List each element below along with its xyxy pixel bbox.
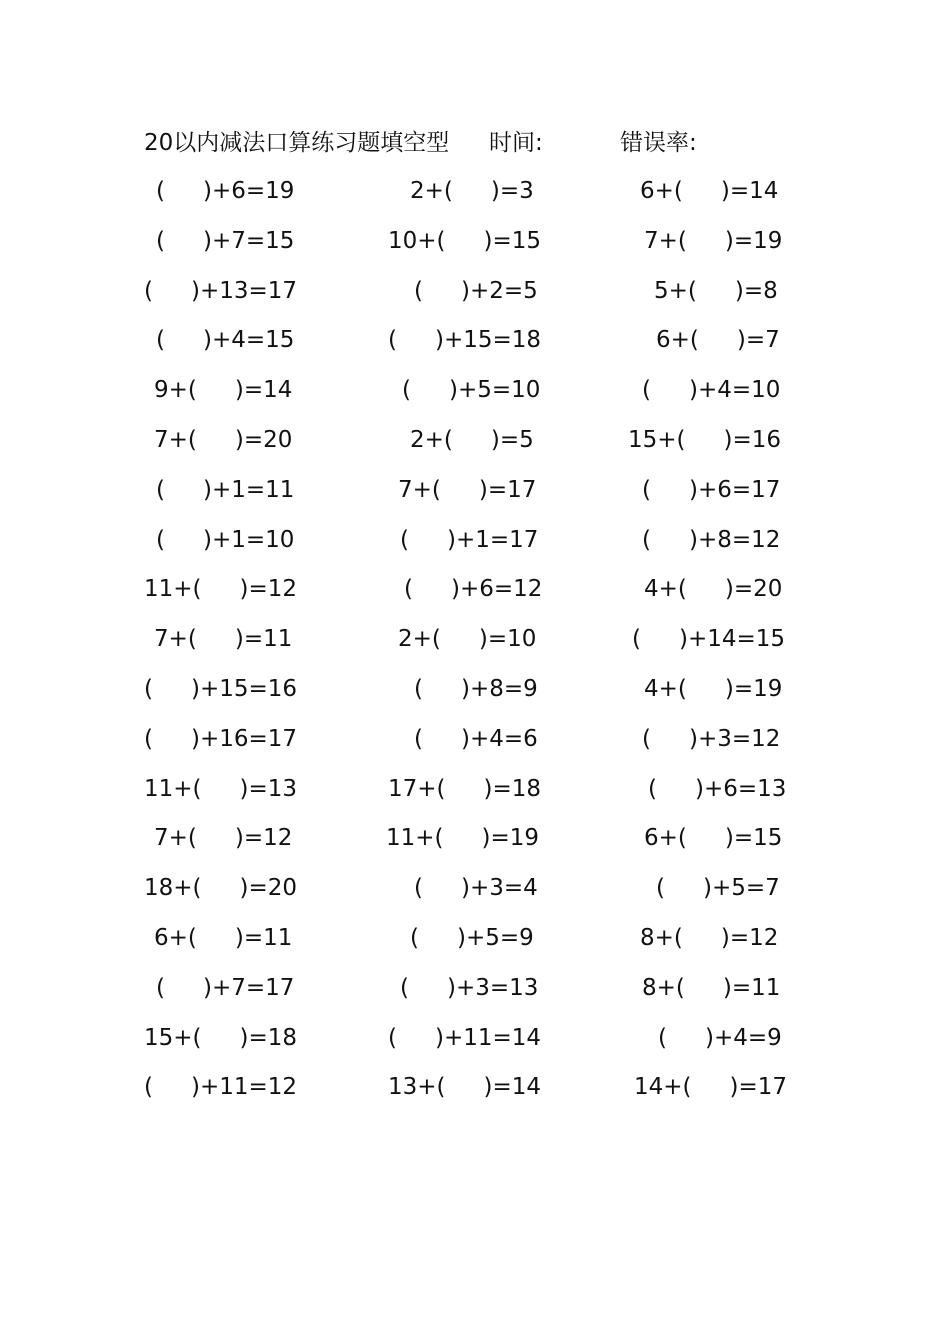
problem-item — [628, 221, 812, 261]
problem-item — [144, 470, 318, 510]
problem-left-part: ( — [410, 924, 419, 951]
problem-left-part: ( — [648, 775, 657, 802]
problem-grid — [0, 171, 950, 1117]
problem-left-part: ( — [388, 1024, 397, 1051]
problem-right-part: )+3=13 — [446, 974, 539, 1001]
problem-item — [386, 918, 578, 958]
problem-left-part: 8+( — [642, 974, 685, 1001]
problem-item — [628, 918, 808, 958]
problem-right-part: )+1=10 — [202, 526, 295, 553]
problem-right-part: )=8 — [734, 277, 778, 304]
problem-left-part: ( — [156, 178, 165, 204]
problem-left-part: 7+( — [644, 227, 687, 254]
problem-right-part: )+1=11 — [202, 476, 295, 503]
problem-right-part: )+6=19 — [202, 178, 295, 204]
problem-right-part: )+15=16 — [190, 675, 298, 702]
problem-item — [144, 868, 306, 908]
problem-right-part: )=19 — [481, 825, 540, 852]
problem-right-part: )+5=9 — [456, 924, 534, 951]
problem-right-part: )+5=7 — [702, 875, 780, 902]
problem-right-part: )=19 — [724, 675, 783, 702]
problem-left-part: 10+( — [388, 227, 446, 254]
problem-left-part: 5+( — [654, 277, 697, 304]
problem-item — [386, 1067, 556, 1107]
problem-left-part: ( — [414, 675, 423, 702]
problem-item — [144, 320, 318, 360]
problem-left-part: 18+( — [144, 875, 202, 902]
problem-left-part: 7+( — [154, 825, 197, 852]
problem-row — [0, 370, 950, 420]
problem-item — [386, 370, 570, 410]
problem-row — [0, 669, 950, 719]
problem-item — [628, 171, 808, 211]
problem-item — [386, 520, 568, 560]
problem-left-part: ( — [388, 327, 397, 354]
problem-left-part: ( — [414, 277, 423, 304]
problem-item — [386, 271, 582, 311]
problem-item — [628, 1067, 802, 1107]
problem-right-part: )+8=9 — [460, 675, 538, 702]
problem-left-part: 14+( — [634, 1074, 692, 1101]
problem-item — [386, 619, 566, 659]
problem-right-part: )+11=14 — [434, 1024, 542, 1051]
problem-right-part: )=14 — [483, 1074, 542, 1101]
problem-left-part: 11+( — [144, 576, 202, 603]
problem-row — [0, 1067, 950, 1117]
problem-left-part: 6+( — [644, 825, 687, 852]
problem-item — [386, 968, 568, 1008]
problem-left-part: ( — [402, 377, 411, 404]
problem-left-part: ( — [642, 377, 651, 404]
problem-item — [144, 271, 306, 311]
problem-item — [144, 918, 316, 958]
problem-right-part: )+11=12 — [190, 1074, 298, 1101]
problem-item — [386, 569, 572, 609]
time-label: 时间: — [489, 130, 543, 156]
problem-left-part: 11+( — [386, 825, 444, 852]
problem-row — [0, 769, 950, 819]
problem-right-part: )+13=17 — [190, 277, 298, 304]
problem-item — [628, 818, 812, 858]
problem-left-part: ( — [400, 974, 409, 1001]
problem-item — [386, 769, 556, 809]
problem-right-part: )=20 — [724, 576, 783, 603]
problem-left-part: 2+( — [410, 426, 453, 453]
problem-right-part: )+6=12 — [450, 576, 543, 603]
problem-item — [386, 1018, 556, 1058]
problem-right-part: )+2=5 — [460, 277, 538, 304]
problem-left-part: ( — [404, 576, 413, 603]
problem-left-part: 9+( — [154, 377, 197, 404]
problem-right-part: )+3=4 — [460, 875, 538, 902]
problem-left-part: ( — [414, 875, 423, 902]
problem-right-part: )+4=10 — [688, 377, 781, 404]
problem-item — [144, 1067, 306, 1107]
problem-item — [628, 320, 824, 360]
problem-item — [628, 868, 824, 908]
problem-right-part: )+6=13 — [694, 775, 787, 802]
problem-left-part: 17+( — [388, 775, 446, 802]
problem-item — [144, 420, 316, 460]
problem-left-part: ( — [156, 974, 165, 1001]
problem-right-part: )=18 — [239, 1024, 298, 1051]
problem-right-part: )+6=17 — [688, 476, 781, 503]
problem-right-part: )+4=9 — [704, 1024, 782, 1051]
problem-left-part: ( — [144, 277, 153, 304]
problem-item — [144, 619, 316, 659]
problem-right-part: )=18 — [483, 775, 542, 802]
problem-item — [628, 520, 810, 560]
problem-left-part: 15+( — [628, 426, 686, 453]
problem-left-part: ( — [658, 1024, 667, 1051]
problem-row — [0, 818, 950, 868]
problem-right-part: )=3 — [490, 178, 534, 204]
problem-left-part: ( — [642, 476, 651, 503]
problem-row — [0, 271, 950, 321]
problem-item — [628, 470, 810, 510]
problem-row — [0, 918, 950, 968]
problem-item — [386, 320, 556, 360]
problem-row — [0, 968, 950, 1018]
problem-left-part: ( — [156, 327, 165, 354]
problem-item — [628, 370, 810, 410]
problem-left-part: 11+( — [144, 775, 202, 802]
problem-right-part: )=20 — [239, 875, 298, 902]
problem-right-part: )=12 — [234, 825, 293, 852]
problem-row — [0, 520, 950, 570]
problem-right-part: )+14=15 — [678, 626, 786, 653]
problem-right-part: )=15 — [724, 825, 783, 852]
problem-left-part: ( — [400, 526, 409, 553]
problem-right-part: )+7=15 — [202, 227, 295, 254]
problem-item — [144, 818, 316, 858]
problem-item — [628, 769, 816, 809]
problem-left-part: ( — [414, 725, 423, 752]
problem-left-part: 6+( — [656, 327, 699, 354]
problem-right-part: )=16 — [723, 426, 782, 453]
problem-left-part: 4+( — [644, 675, 687, 702]
problem-left-part: ( — [642, 526, 651, 553]
problem-right-part: )=11 — [234, 626, 293, 653]
problem-left-part: 15+( — [144, 1024, 202, 1051]
problem-item — [144, 569, 306, 609]
problem-left-part: 7+( — [154, 626, 197, 653]
problem-left-part: 2+( — [398, 626, 441, 653]
problem-left-part: 2+( — [410, 178, 453, 204]
problem-row — [0, 470, 950, 520]
problem-row — [0, 1018, 950, 1068]
worksheet-header — [0, 125, 950, 161]
problem-row — [0, 868, 950, 918]
problem-left-part: 8+( — [640, 924, 683, 951]
problem-item — [144, 1018, 306, 1058]
problem-left-part: 7+( — [154, 426, 197, 453]
problem-right-part: )=13 — [239, 775, 298, 802]
problem-right-part: )=19 — [724, 227, 783, 254]
problem-item — [628, 271, 822, 311]
problem-left-part: ( — [156, 227, 165, 254]
problem-left-part: ( — [144, 1074, 153, 1101]
problem-right-part: )=12 — [720, 924, 779, 951]
problem-right-part: )=7 — [736, 327, 780, 354]
problem-row — [0, 619, 950, 669]
problem-right-part: )=5 — [490, 426, 534, 453]
problem-item — [386, 818, 554, 858]
problem-item — [144, 370, 316, 410]
problem-item — [144, 968, 318, 1008]
problem-item — [628, 619, 800, 659]
problem-item — [144, 769, 306, 809]
problem-right-part: )=11 — [722, 974, 781, 1001]
problem-item — [386, 470, 566, 510]
error-rate-label: 错误率: — [620, 130, 697, 156]
problem-right-part: )+8=12 — [688, 526, 781, 553]
problem-right-part: )+4=6 — [460, 725, 538, 752]
problem-item — [628, 968, 810, 1008]
problem-right-part: )=14 — [234, 377, 293, 404]
problem-row — [0, 569, 950, 619]
problem-left-part: 13+( — [388, 1074, 446, 1101]
problem-left-part: ( — [156, 476, 165, 503]
problem-right-part: )=12 — [239, 576, 298, 603]
problem-item — [628, 1018, 826, 1058]
problem-right-part: )=17 — [729, 1074, 788, 1101]
problem-right-part: )=15 — [483, 227, 542, 254]
problem-row — [0, 221, 950, 271]
problem-right-part: )+3=12 — [688, 725, 781, 752]
problem-item — [386, 221, 556, 261]
problem-right-part: )=20 — [234, 426, 293, 453]
problem-item — [386, 420, 578, 460]
problem-right-part: )=10 — [478, 626, 537, 653]
problem-item — [144, 221, 318, 261]
problem-left-part: ( — [144, 725, 153, 752]
problem-item — [628, 420, 796, 460]
problem-left-part: ( — [632, 626, 641, 653]
problem-right-part: )+16=17 — [190, 725, 298, 752]
worksheet-title: 20以内减法口算练习题填空型 — [144, 130, 450, 156]
problem-row — [0, 420, 950, 470]
problem-left-part: ( — [144, 675, 153, 702]
problem-item — [386, 171, 578, 211]
problem-left-part: ( — [656, 875, 665, 902]
problem-right-part: )+1=17 — [446, 526, 539, 553]
problem-right-part: )+4=15 — [202, 327, 295, 354]
problem-right-part: )+15=18 — [434, 327, 542, 354]
problem-left-part: 4+( — [644, 576, 687, 603]
problem-right-part: )=14 — [720, 178, 779, 204]
problem-item — [386, 868, 582, 908]
problem-right-part: )=17 — [478, 476, 537, 503]
problem-right-part: )+7=17 — [202, 974, 295, 1001]
problem-item — [144, 520, 318, 560]
problem-left-part: ( — [642, 725, 651, 752]
problem-item — [144, 719, 306, 759]
problem-left-part: ( — [156, 526, 165, 553]
problem-left-part: 7+( — [398, 476, 441, 503]
problem-row — [0, 719, 950, 769]
problem-item — [628, 719, 810, 759]
problem-row — [0, 320, 950, 370]
problem-right-part: )+5=10 — [448, 377, 541, 404]
problem-left-part: 6+( — [154, 924, 197, 951]
problem-row — [0, 171, 950, 221]
problem-left-part: 6+( — [640, 178, 683, 204]
problem-item — [144, 171, 318, 211]
problem-right-part: )=11 — [234, 924, 293, 951]
problem-item — [144, 669, 306, 709]
problem-item — [628, 569, 812, 609]
problem-item — [628, 669, 812, 709]
problem-item — [386, 719, 582, 759]
problem-item — [386, 669, 582, 709]
